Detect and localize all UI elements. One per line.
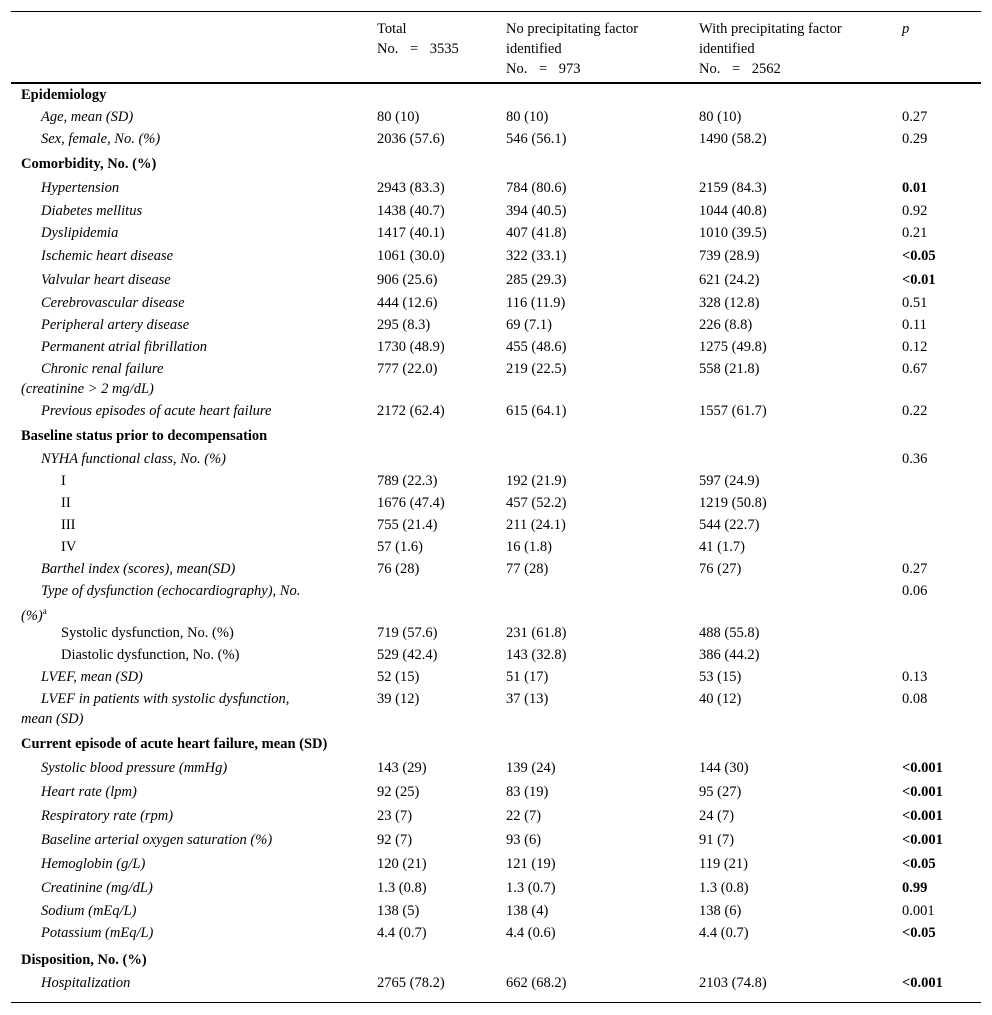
with-factor-cell: 386 (44.2) [699,647,760,663]
no-factor-cell: 394 (40.5) [506,203,567,219]
with-factor-cell: 24 (7) [699,808,735,824]
total-cell: 52 (15) [377,669,420,685]
no-factor-cell: 83 (19) [506,784,549,800]
row-label: Baseline arterial oxygen saturation (%) [41,832,273,848]
row-label: Hospitalization [41,975,131,991]
row-label: IV [61,539,77,555]
with-factor-cell: 40 (12) [699,691,742,707]
total-cell: 23 (7) [377,808,413,824]
p-value-cell: 0.12 [902,339,928,355]
section-heading: Comorbidity, No. (%) [21,156,157,172]
total-cell: 143 (29) [377,760,427,776]
total-cell: 57 (1.6) [377,539,423,555]
row-label: LVEF in patients with systolic dysfunction, [41,691,290,707]
with-factor-cell: 144 (30) [699,760,749,776]
row-label: Ischemic heart disease [41,248,174,264]
p-value-cell: 0.08 [902,691,928,707]
with-factor-cell: 1.3 (0.8) [699,880,749,896]
total-cell: 2943 (83.3) [377,180,445,196]
no-factor-cell: 231 (61.8) [506,625,567,641]
with-factor-cell: 4.4 (0.7) [699,925,749,941]
with-factor-cell: 226 (8.8) [699,317,753,333]
no-factor-cell: 784 (80.6) [506,180,567,196]
with-factor-cell: 80 (10) [699,109,742,125]
no-factor-cell: 192 (21.9) [506,473,567,489]
total-cell: 2036 (57.6) [377,131,445,147]
p-value-cell: 0.67 [902,361,928,377]
header-p: p [902,21,910,37]
p-value-cell: <0.05 [902,925,936,941]
p-value-cell: 0.06 [902,583,928,599]
row-label: Valvular heart disease [41,272,171,288]
total-cell: 789 (22.3) [377,473,438,489]
row-label: Dyslipidemia [41,225,119,241]
no-factor-cell: 4.4 (0.6) [506,925,556,941]
row-label: I [61,473,66,489]
p-value-cell: 0.29 [902,131,928,147]
row-label: Systolic blood pressure (mmHg) [41,760,228,776]
row-label: Diastolic dysfunction, No. (%) [61,647,240,663]
no-factor-cell: 138 (4) [506,903,549,919]
header-with-factor: With precipitating factor identified No. = 2562 [699,21,842,77]
row-label: Cerebrovascular disease [41,295,185,311]
row-label: Potassium (mEq/L) [41,925,154,941]
with-factor-cell: 1557 (61.7) [699,403,767,419]
with-factor-cell: 2159 (84.3) [699,180,767,196]
no-factor-cell: 457 (52.2) [506,495,567,511]
p-value-cell: 0.27 [902,561,928,577]
no-factor-cell: 80 (10) [506,109,549,125]
row-label: Sodium (mEq/L) [41,903,137,919]
with-factor-cell: 119 (21) [699,856,748,872]
no-factor-cell: 139 (24) [506,760,556,776]
section-heading: Epidemiology [21,87,107,103]
total-cell: 2765 (78.2) [377,975,445,991]
no-factor-cell: 662 (68.2) [506,975,567,991]
with-factor-cell: 488 (55.8) [699,625,760,641]
section-heading: Current episode of acute heart failure, mean (SD) [21,736,328,752]
total-cell: 92 (7) [377,832,413,848]
p-value-cell: <0.01 [902,272,936,288]
with-factor-cell: 41 (1.7) [699,539,745,555]
with-factor-cell: 2103 (74.8) [699,975,767,991]
footnote-marker: a [42,606,47,616]
with-factor-cell: 53 (15) [699,669,742,685]
row-label: Barthel index (scores), mean(SD) [41,561,236,577]
no-factor-cell: 211 (24.1) [506,517,566,533]
no-factor-cell: 219 (22.5) [506,361,567,377]
total-cell: 138 (5) [377,903,420,919]
p-value-cell: 0.51 [902,295,928,311]
total-cell: 4.4 (0.7) [377,925,427,941]
header-rule [11,82,981,84]
total-cell: 1438 (40.7) [377,203,445,219]
section-heading: Disposition, No. (%) [21,952,147,968]
no-factor-cell: 121 (19) [506,856,556,872]
row-label: Age, mean (SD) [41,109,134,125]
no-factor-cell: 16 (1.8) [506,539,552,555]
total-cell: 529 (42.4) [377,647,438,663]
row-label: Systolic dysfunction, No. (%) [61,625,234,641]
total-cell: 777 (22.0) [377,361,438,377]
p-value-cell: 0.11 [902,317,927,333]
row-label: Hypertension [41,180,120,196]
row-label: Hemoglobin (g/L) [41,856,146,872]
total-cell: 719 (57.6) [377,625,438,641]
row-label: Creatinine (mg/dL) [41,880,153,896]
row-label: Respiratory rate (rpm) [41,808,174,824]
total-cell: 1417 (40.1) [377,225,445,241]
total-cell: 295 (8.3) [377,317,431,333]
with-factor-cell: 558 (21.8) [699,361,760,377]
row-label: Diabetes mellitus [41,203,143,219]
p-value-cell: 0.27 [902,109,928,125]
no-factor-cell: 1.3 (0.7) [506,880,556,896]
no-factor-cell: 455 (48.6) [506,339,567,355]
no-factor-cell: 51 (17) [506,669,549,685]
with-factor-cell: 1010 (39.5) [699,225,767,241]
total-cell: 39 (12) [377,691,420,707]
total-cell: 1730 (48.9) [377,339,445,355]
no-factor-cell: 116 (11.9) [506,295,566,311]
with-factor-cell: 1219 (50.8) [699,495,767,511]
row-label-continuation: (creatinine > 2 mg/dL) [21,381,154,397]
total-cell: 444 (12.6) [377,295,438,311]
p-value-cell: <0.001 [902,784,943,800]
total-cell: 755 (21.4) [377,517,438,533]
row-label: Permanent atrial fibrillation [41,339,207,355]
p-value-cell: <0.001 [902,808,943,824]
table-bottom-rule [11,1002,981,1003]
p-value-cell: <0.001 [902,760,943,776]
row-label: Peripheral artery disease [41,317,190,333]
row-label: Previous episodes of acute heart failure [41,403,272,419]
total-cell: 76 (28) [377,561,420,577]
row-label: Type of dysfunction (echocardiography), No. [41,583,301,599]
p-value-cell: 0.22 [902,403,928,419]
p-value-cell: <0.001 [902,975,943,991]
row-label-continuation: mean (SD) [21,711,84,727]
with-factor-cell: 621 (24.2) [699,272,760,288]
no-factor-cell: 37 (13) [506,691,549,707]
p-value-cell: <0.05 [902,248,936,264]
row-label: III [61,517,76,533]
with-factor-cell: 328 (12.8) [699,295,760,311]
with-factor-cell: 1490 (58.2) [699,131,767,147]
p-value-cell: <0.05 [902,856,936,872]
no-factor-cell: 322 (33.1) [506,248,567,264]
with-factor-cell: 739 (28.9) [699,248,760,264]
total-cell: 92 (25) [377,784,420,800]
with-factor-cell: 544 (22.7) [699,517,760,533]
total-cell: 1676 (47.4) [377,495,445,511]
with-factor-cell: 597 (24.9) [699,473,760,489]
total-cell: 120 (21) [377,856,427,872]
p-value-cell: 0.99 [902,880,928,896]
p-value-cell: 0.001 [902,903,935,919]
no-factor-cell: 93 (6) [506,832,542,848]
no-factor-cell: 546 (56.1) [506,131,567,147]
p-value-cell: 0.92 [902,203,928,219]
total-cell: 80 (10) [377,109,420,125]
p-value-cell: <0.001 [902,832,943,848]
with-factor-cell: 91 (7) [699,832,735,848]
total-cell: 906 (25.6) [377,272,438,288]
with-factor-cell: 138 (6) [699,903,742,919]
no-factor-cell: 77 (28) [506,561,549,577]
with-factor-cell: 76 (27) [699,561,742,577]
with-factor-cell: 1275 (49.8) [699,339,767,355]
with-factor-cell: 1044 (40.8) [699,203,767,219]
no-factor-cell: 615 (64.1) [506,403,567,419]
header-total: Total No. = 3535 [377,21,459,57]
row-label: Sex, female, No. (%) [41,131,161,147]
p-value-cell: 0.21 [902,225,928,241]
p-value-cell: 0.01 [902,180,928,196]
row-label-continuation: (%)$^a$ [21,606,47,624]
with-factor-cell: 95 (27) [699,784,742,800]
p-value-cell: 0.36 [902,451,928,467]
total-cell: 1061 (30.0) [377,248,445,264]
no-factor-cell: 285 (29.3) [506,272,567,288]
row-label: NYHA functional class, No. (%) [41,451,227,467]
row-label: Heart rate (lpm) [41,784,137,800]
table-top-rule [11,11,981,12]
header-no-factor: No precipitating factor identified No. = 973 [506,21,639,77]
no-factor-cell: 143 (32.8) [506,647,567,663]
row-label: LVEF, mean (SD) [41,669,143,685]
no-factor-cell: 69 (7.1) [506,317,552,333]
p-value-cell: 0.13 [902,669,928,685]
section-heading: Baseline status prior to decompensation [21,428,268,444]
total-cell: 1.3 (0.8) [377,880,427,896]
row-label: Chronic renal failure [41,361,164,377]
total-cell: 2172 (62.4) [377,403,445,419]
no-factor-cell: 22 (7) [506,808,542,824]
no-factor-cell: 407 (41.8) [506,225,567,241]
row-label: II [61,495,71,511]
